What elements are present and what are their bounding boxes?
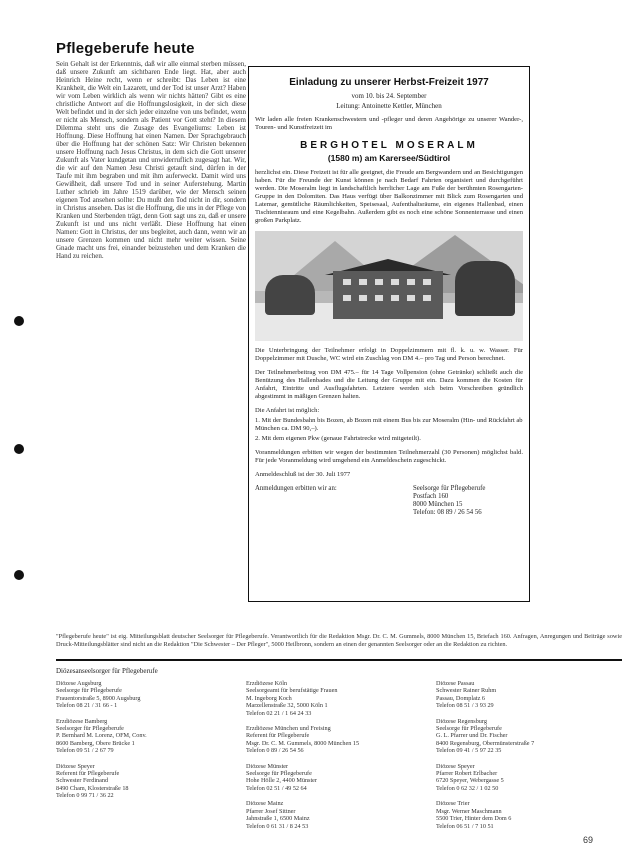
invitation-intro: Wir laden alle freien Krankenschwestern und -pfleger und deren Angehörige zu unserer Wander-, Touren- und Kunstfreizeit im <box>255 116 523 131</box>
contact-entry <box>436 718 612 755</box>
contact-line: Frauentorstraße 5, 8900 Augsburg <box>56 694 141 702</box>
contact-name: Erzdiözese Köln <box>246 680 288 687</box>
contact-line: Telefon 09 41 / 5 97 22 35 <box>436 747 502 755</box>
contact-line: Telefon 08 21 / 31 66 - 1 <box>56 702 118 710</box>
photo-window <box>407 295 415 301</box>
contact-line: Telefon 0 61 31 / 8 24 53 <box>246 822 309 830</box>
photo-window <box>359 295 367 301</box>
contact-entry <box>436 800 612 830</box>
contact-line: Marzellenstraße 32, 5000 Köln 1 <box>246 702 328 710</box>
contact-line: G. L. Pfarrer und Dr. Fischer <box>436 732 508 740</box>
contact-name: Diözese Regensburg <box>436 717 487 725</box>
invitation-leadership: Leitung: Antoinette Kettler, München <box>336 102 442 110</box>
photo-window <box>343 279 351 285</box>
contacts-column <box>56 680 232 808</box>
contact-line: Telefon 08 51 / 3 93 29 <box>436 702 494 710</box>
contact-line: Seelsorge für Pflegeberufe <box>56 687 122 695</box>
contact-entry <box>436 680 612 710</box>
contact-line: 8490 Cham, Klosterstraße 18 <box>56 784 129 792</box>
contact-line: Passau, Domplatz 6 <box>436 694 485 702</box>
contact-line: P. Bernhard M. Lorenz, OFM, Conv. <box>56 732 147 740</box>
contact-entry <box>246 763 422 793</box>
registration-note: Anmeldungen erbitten wir an: <box>255 485 337 492</box>
photo-window <box>391 295 399 301</box>
contact-line: Telefon 02 21 / 1 64 24 33 <box>246 709 312 717</box>
publication-footnote: "Pflegeberufe heute" ist eig. Mitteilungsblatt deutscher Seelsorger für Pflegeberufe. Verantwortlich für die Redaktion Msgr. Dr. C. M. Gummels, 8000 München 15, Briefach 160. Anfragen, Anregungen und Beiträge sowie Druck-Mitteilungsblätter sind nicht an die Redaktion "Die Schwester – Der Pfleger", 5000 Heilbronn, sondern an einen der genannten Seelsorger oder an die Redaktion zu richten. <box>56 633 622 648</box>
article-text: Sein Gehalt ist der Erkenntnis, daß wir alle einmal sterben müssen, daß unsere Zukunft am sichtbaren Ende liegt. Hat, aber auch Heinrich Heine recht, wenn er schreibt: Das Leben ist eine Krankheit, die Welt ein Lazarett, und der Tod ist unser Arzt? Haben wir vom Leben wirklich als wenn wir nichts hätten? Gibt es eine christliche Antwort auf die Hoffnungslosigkeit, in der sich diese Welt befindet und in der sich jeder einzelne von uns befindet, wenn er nicht als Mensch, sondern als Patient vor Gott steht? In diesem Dilemma steht uns die Zusage des Evangeliums: Leben ist Hoffnung. Diese Hoffnung hat einen Namen. Der Sprachgebrauch über die Hoffnung hat der schönen Satz: Wir Christen bekennen unsere Hoffnung nach Jesus Christus, in dem sich die Gott unserer Zukunft als Vater kundgetan und unwiderruflich zugesagt hat. Wir, die wir auf den Namen Jesu Christi getauft sind, dürfen in der Taufe mit ihm begraben und mit ihm auferweckt. Damit wird uns Gewißheit, daß unsere Tod und in seiner Auferstehung. Martin Luther schrieb im Jahre 1519 darüber, wie der Mensch seinen eigenen Tod ansehen sollte: Du mußt den Tod nicht in dir, sondern in Christus ansehen. Das ist die Hoffnung, die uns in der Pflege von Kranken und Sterbenden trägt, denn Gott sagt uns zu, daß er unsere Zukunft ist und uns nicht verläßt. Diese Hoffnung hat einen Namen: Gott in Christus, der uns begleitet, auch dann, wenn wir an unsere Grenzen kommen und nicht mehr weiter wissen. Seine Gnade macht uns frei, einander beizustehen und dem Kranken die Hand zu reichen. <box>56 60 246 260</box>
page-number: 69 <box>583 835 594 845</box>
contact-line: Pfarrer Robert Erlbacher <box>436 770 498 778</box>
page-title: Pflegeberufe heute <box>56 40 195 57</box>
invitation-description: herzlichst ein. Diese Freizeit ist für alle geeignet, die Freude am Bergwandern und an Besichtigungen haben. Für die Freunde der Kunst können je nach Bedarf Fahrten organisiert und durchgeführt werden. Die Moseralm liegt in landschaftlich herrlicher Lage am Fuße der berühmten Rosengarten-Gruppe in den Dolomiten. Das Haus verfügt über Balkonzimmer mit Blick zum Rosengarten und Latemar, gemütliche Räumlichkeiten, Speisesaal, Aufenthaltsräume, ein eigenes Hallenbad, einen Tischtennisraum und eine Kegelbahn. Außerdem gibt es noch eine schöne Sonnenterrasse und einen großen Parkplatz. <box>255 169 523 224</box>
contact-name: Erzdiözese München und Freising <box>246 725 331 733</box>
address-line: Postfach 160 <box>413 493 449 500</box>
travel-option: 2. Mit dem eigenen Pkw (genaue Fahrtstrecke wird mitgeteilt). <box>255 435 421 442</box>
contact-line: Msgr. Werner Maschmann <box>436 807 502 815</box>
accommodation-text: Die Unterbringung der Teilnehmer erfolgt in Doppelzimmern mit fl. k. u. w. Wasser. Für Doppelzimmer mit Dusche, WC wird ein Zuschlag von DM 4.– pro Tag und Person berechnet. <box>255 347 523 362</box>
contact-name: Diözese Trier <box>436 800 470 808</box>
contact-entry <box>246 680 422 717</box>
address-line: 8000 München 15 <box>413 501 463 508</box>
advance-booking-text: Voranmeldungen erbitten wir wegen der bestimmten Teilnehmerzahl (30 Personen) möglichst bald. Für jede Voranmeldung wird umgehend ein Anmeldeschein zugeschickt. <box>255 449 523 464</box>
contact-name: Diözese Augsburg <box>56 680 102 687</box>
photo-window <box>423 279 431 285</box>
contacts-grid <box>56 680 622 830</box>
contact-line: M. Ingeborg Koch <box>246 694 292 702</box>
contact-entry <box>56 763 232 800</box>
contact-entry <box>436 763 612 793</box>
contact-line: Pfarrer Josef Sittner <box>246 807 296 815</box>
contacts-column <box>246 680 422 838</box>
punch-hole <box>14 570 24 580</box>
photo-window <box>343 295 351 301</box>
contact-line: Telefon 09 51 / 2 67 79 <box>56 747 114 755</box>
punch-hole <box>14 444 24 454</box>
contact-name: Diözese Speyer <box>56 762 95 770</box>
travel-option: 1. Mit der Bundesbahn bis Bozen, ab Bozen mit einem Bus bis zur Moseralm (Hin- und Rückfahrt ab München ca. DM 90,–). <box>255 417 523 432</box>
contact-line: Schwester Ferdinand <box>56 777 109 785</box>
contacts-column <box>436 680 612 838</box>
contact-line: Seelsorge für Pflegeberufe <box>436 725 502 733</box>
price-text: Der Teilnehmerbeitrag von DM 475.– für 14 Tage Vollpension (ohne Getränke) schließt auch die Benützung des Hallenbades und die Leitung der Gruppe mit ein. Dazu kommen die Kosten für Anfahrt, Eintritte und Ausflugsfahrten. Letztere werden sich beim Vorschreiben gründlich abgestimmt in mäßigen Grenzen halten. <box>255 369 523 400</box>
contact-entry <box>56 680 232 710</box>
invitation-heading: Einladung zu unserer Herbst-Freizeit 1977 <box>289 77 489 88</box>
contact-line: Seelsorge für Pflegeberufe <box>246 770 312 778</box>
photo-window <box>391 279 399 285</box>
contact-name: Erzdiözese Bamberg <box>56 717 108 725</box>
photo-window <box>423 295 431 301</box>
hotel-location: (1580 m) am Karersee/Südtirol <box>327 153 451 163</box>
photo-window <box>375 295 383 301</box>
contacts-heading: Diözesanseelsorger für Pflegeberufe <box>56 667 158 675</box>
photo-hotel-building <box>333 271 443 319</box>
registration-block <box>255 485 523 517</box>
contact-line: Telefon 06 51 / 7 10 51 <box>436 822 494 830</box>
invitation-dates: vom 10. bis 24. September <box>351 92 427 100</box>
punch-holes <box>14 0 28 863</box>
contact-line: Telefon 0 99 71 / 36 22 <box>56 792 114 800</box>
hotel-photo <box>255 231 523 341</box>
contact-line: Msgr. Dr. C. M. Gummels, 8000 München 15 <box>246 739 360 747</box>
contact-line: Telefon 0 62 32 / 1 02 50 <box>436 784 499 792</box>
invitation-box <box>248 66 530 602</box>
photo-window <box>407 279 415 285</box>
contact-entry <box>246 725 422 755</box>
contact-name: Diözese Münster <box>246 762 289 770</box>
contact-line: Referent für Pflegeberufe <box>246 732 310 740</box>
address-line: Seelsorge für Pflegeberufe <box>413 485 486 492</box>
contact-line: Seelsorgeamt für berufstätige Frauen <box>246 687 338 695</box>
contact-line: 6720 Speyer, Webergasse 5 <box>436 777 504 785</box>
contact-entry <box>246 800 422 830</box>
photo-trees <box>265 275 315 315</box>
contact-name: Diözese Passau <box>436 680 475 687</box>
contact-entry <box>56 718 232 755</box>
left-article-column <box>56 60 246 620</box>
deadline-text: Anmeldeschluß ist der 30. Juli 1977 <box>255 471 351 478</box>
contact-line: 8600 Bamberg, Obere Brücke 1 <box>56 739 135 747</box>
contact-line: Referent für Pflegeberufe <box>56 770 120 778</box>
photo-window <box>375 279 383 285</box>
photo-trees <box>455 261 515 316</box>
travel-heading: Die Anfahrt ist möglich: <box>255 407 320 414</box>
section-divider <box>56 659 622 661</box>
contact-name: Diözese Mainz <box>246 800 284 808</box>
contact-line: 8400 Regensburg, Obermünsterstraße 7 <box>436 739 535 747</box>
hotel-name: BERGHOTEL MOSERALM <box>300 140 478 151</box>
contact-line: Jahnstraße 1, 6500 Mainz <box>246 815 310 823</box>
contact-line: Telefon 0 89 / 26 54 56 <box>246 747 304 755</box>
photo-window <box>359 279 367 285</box>
contact-line: Seelsorger für Pflegeberufe <box>56 725 124 733</box>
contact-line: 5500 Trier, Hinter dem Dom 6 <box>436 815 512 823</box>
contact-line: Schwester Rainer Ruhm <box>436 687 497 695</box>
contact-line: Telefon 02 51 / 49 52 64 <box>246 784 307 792</box>
address-line: Telefon: 08 89 / 26 54 56 <box>413 509 482 516</box>
contact-line: Hohe Hölle 2, 4400 Münster <box>246 777 317 785</box>
punch-hole <box>14 316 24 326</box>
contact-name: Diözese Speyer <box>436 762 475 770</box>
registration-address <box>413 485 523 517</box>
